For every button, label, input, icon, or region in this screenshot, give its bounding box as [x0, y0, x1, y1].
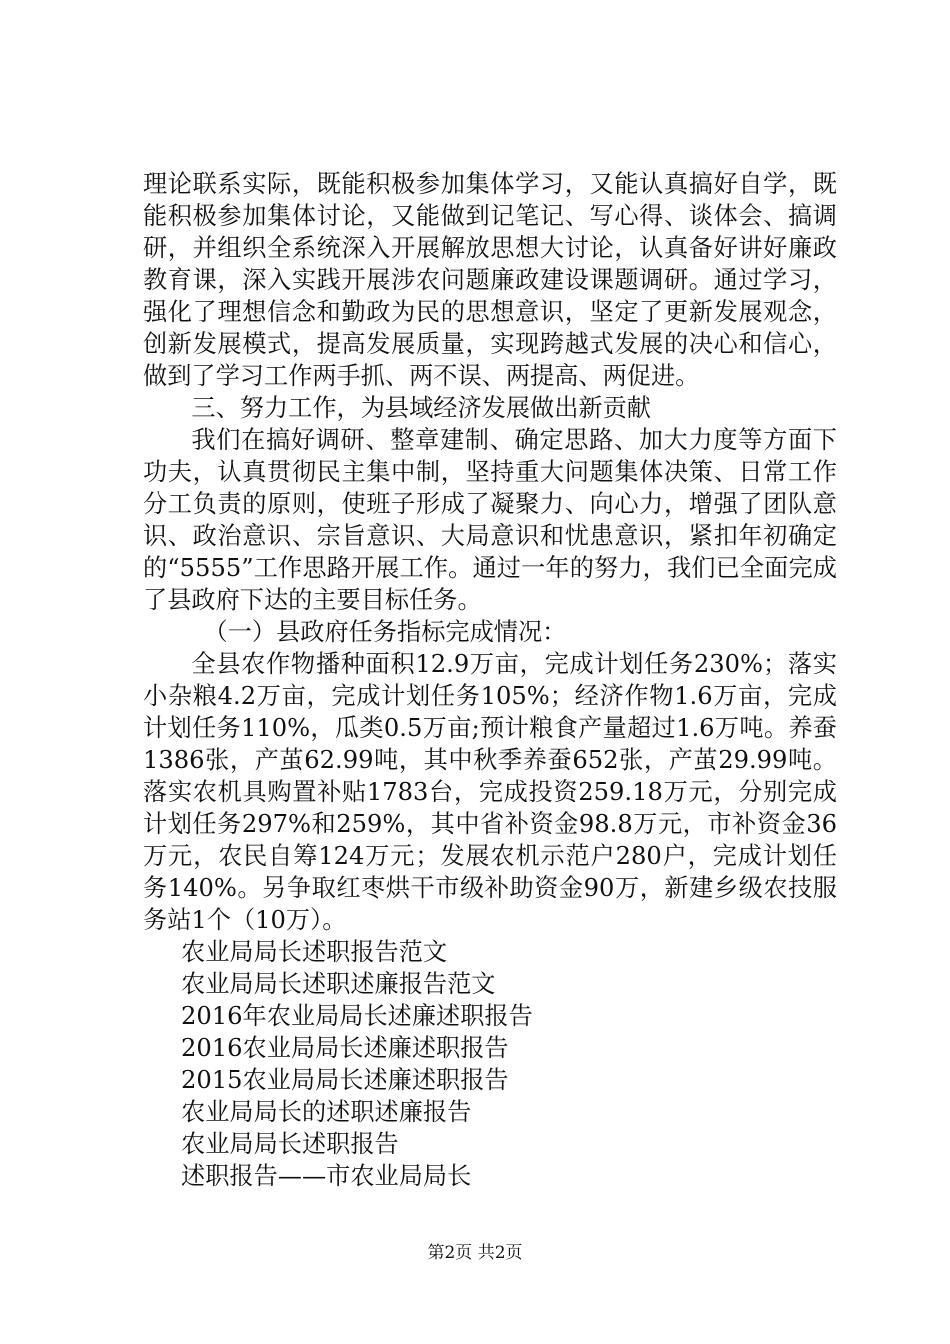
- paragraph-statistics: 全县农作物播种面积12.9万亩，完成计划任务230%；落实小杂粮4.2万亩，完成计划任务105%；经济作物1.6万亩，完成计划任务110%，瓜类0.5万亩;预计粮食产量超过1.6万吨。养蚕1386张，产茧62.99吨，其中秋季养蚕652张，产茧29.99吨。落实农机具购置补贴1783台，完成投资259.18万元，分别完成计划任务297%和259%，其中省补资金98.8万元，市补资金36万元，农民自筹124万元；发展农机示范户280户，完成计划任务140%。另争取红枣烘干市级补助资金90万，新建乡级农技服务站1个（10万）。: [143, 650, 837, 934]
- related-link[interactable]: 2016农业局局长述廉述职报告: [181, 1034, 509, 1062]
- related-link[interactable]: 农业局局长述职报告范文: [181, 938, 448, 966]
- section-heading-3: 三、努力工作，为县域经济发展做出新贡献: [191, 394, 651, 422]
- related-link[interactable]: 农业局局长述职报告: [181, 1130, 399, 1158]
- related-link[interactable]: 农业局局长的述职述廉报告: [181, 1098, 472, 1126]
- paragraph-work: 我们在搞好调研、整章建制、确定思路、加大力度等方面下功夫，认真贯彻民主集中制，坚持重大问题集体决策、日常工作分工负责的原则，使班子形成了凝聚力、向心力，增强了团队意识、政治意识、宗旨意识、大局意识和忧患意识，紧扣年初确定的“5555”工作思路开展工作。通过一年的努力，我们已全面完成了县政府下达的主要目标任务。: [143, 426, 837, 614]
- related-link[interactable]: 2015农业局局长述廉述职报告: [181, 1066, 509, 1094]
- paragraph-study: 理论联系实际，既能积极参加集体学习，又能认真搞好自学，既能积极参加集体讨论，又能做到记笔记、写心得、谈体会、搞调研，并组织全系统深入开展解放思想大讨论，认真备好讲好廉政教育课，深入实践开展涉农问题廉政建设课题调研。通过学习，强化了理想信念和勤政为民的思想意识，坚定了更新发展观念，创新发展模式，提高发展质量，实现跨越式发展的决心和信心，做到了学习工作两手抓、两不误、两提高、两促进。: [143, 170, 837, 390]
- subheading-task-indicators: （一）县政府任务指标完成情况：: [203, 618, 567, 646]
- related-link[interactable]: 农业局局长述职述廉报告范文: [181, 970, 496, 998]
- document-body: [143, 168, 837, 1192]
- related-links-list: [143, 936, 837, 1192]
- page-number: 第2页 共2页: [427, 1243, 523, 1263]
- related-link[interactable]: 2016年农业局局长述廉述职报告: [181, 1002, 533, 1030]
- page-footer: [0, 1243, 950, 1263]
- related-link[interactable]: 述职报告——市农业局局长: [181, 1162, 472, 1190]
